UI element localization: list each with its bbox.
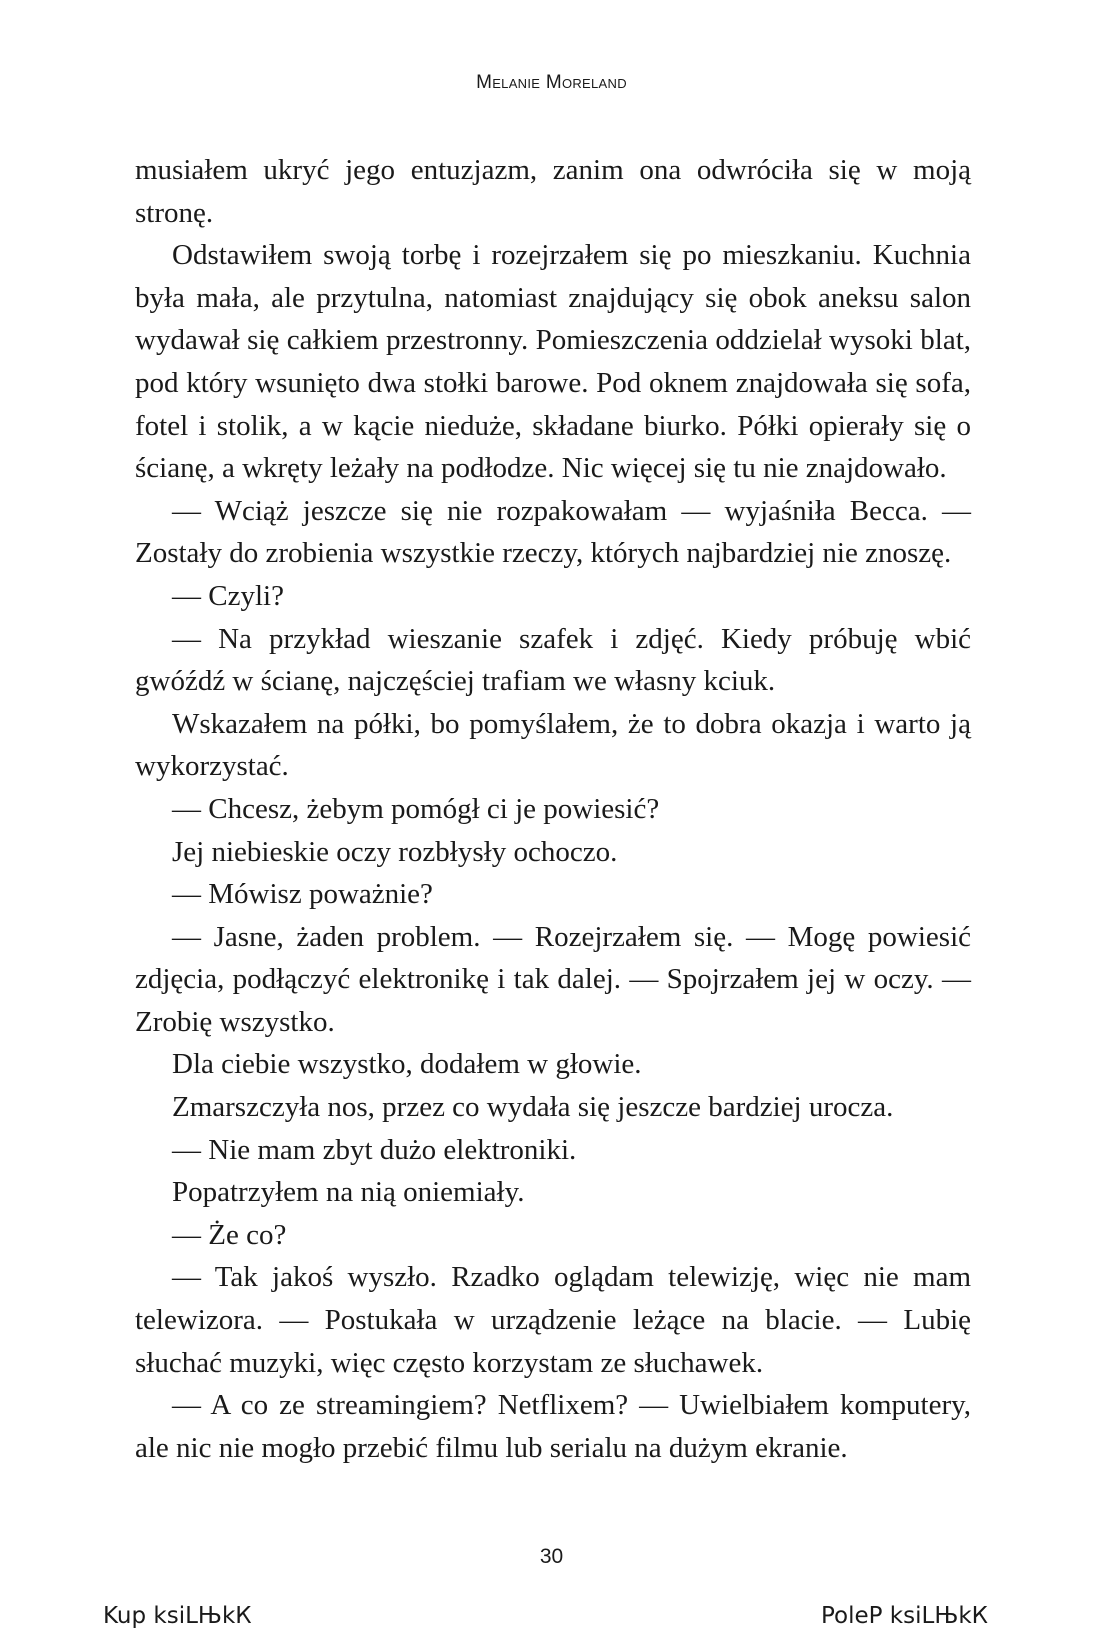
paragraph: — Że co? [172, 1218, 287, 1251]
paragraph: Odstawiłem swoją torbę i rozejrzałem się po mieszkaniu. Kuchnia była mała, ale przytulna, natomiast znajdujący się obok aneksu salon wydawał się całkiem przestronny. Pomieszczenia oddzielał wysoki blat, pod który wsunięto dwa stołki barowe. Pod oknem znajdowała się sofa, fotel i stolik, a w kącie nieduże, składane biurko. Półki opierały się o ścianę, a wkręty leżały na podłodze. Nic więcej się tu nie znajdowało. [135, 239, 971, 485]
buy-book-link[interactable]: Kup ksiLЊkК [103, 1603, 252, 1629]
paragraph: Wskazałem na półki, bo pomyślałem, że to dobra okazja i warto ją wykorzystać. [135, 707, 971, 783]
paragraph: — A co ze streamingiem? Netflixem? — Uwielbiałem komputery, ale nic nie mogło przebić filmu lub serialu na dużym ekranie. [135, 1389, 971, 1464]
paragraph: — Jasne, żaden problem. — Rozejrzałem się. — Mogę powiesić zdjęcia, podłączyć elektronikę i tak dalej. — Spojrzałem jej w oczy. — Zrobię wszystko. [135, 920, 971, 1038]
paragraph: — Czyli? [172, 579, 284, 612]
paragraph: Jej niebieskie oczy rozbłysły ochoczo. [172, 835, 618, 868]
paragraph: musiałem ukryć jego entuzjazm, zanim ona odwróciła się w moją stronę. [135, 154, 971, 229]
paragraph: Zmarszczyła nos, przez co wydała się jeszcze bardziej urocza. [172, 1091, 894, 1124]
recommend-book-link[interactable]: PoleР ksiLЊkК [820, 1603, 988, 1629]
paragraph: — Nie mam zbyt dużo elektroniki. [172, 1133, 577, 1166]
page-number: 30 [539, 1545, 564, 1568]
paragraph: — Mówisz poważnie? [172, 878, 433, 911]
paragraph: — Chcesz, żebym pomógł ci je powiesić? [172, 792, 660, 825]
body-text [135, 149, 971, 1469]
paragraph: Dla ciebie wszystko, dodałem w głowie. [172, 1048, 642, 1081]
paragraph: — Wciąż jeszcze się nie rozpakowałam — wyjaśniła Becca. — Zostały do zrobienia wszystkie rzeczy, których najbardziej nie znoszę. [135, 494, 971, 570]
paragraph: — Na przykład wieszanie szafek i zdjęć. Kiedy próbuję wbić gwóźdź w ścianę, najczęściej trafiam we własny kciuk. [135, 622, 971, 698]
paragraph: — Tak jakoś wyszło. Rzadko oglądam telewizję, więc nie mam telewizora. — Postukała w urządzenie leżące na blacie. — Lubię słuchać muzyki, więc często korzystam ze słuchawek. [135, 1261, 971, 1379]
paragraph: Popatrzyłem na nią oniemiały. [172, 1176, 525, 1209]
running-head: Melanie Moreland [476, 72, 627, 93]
